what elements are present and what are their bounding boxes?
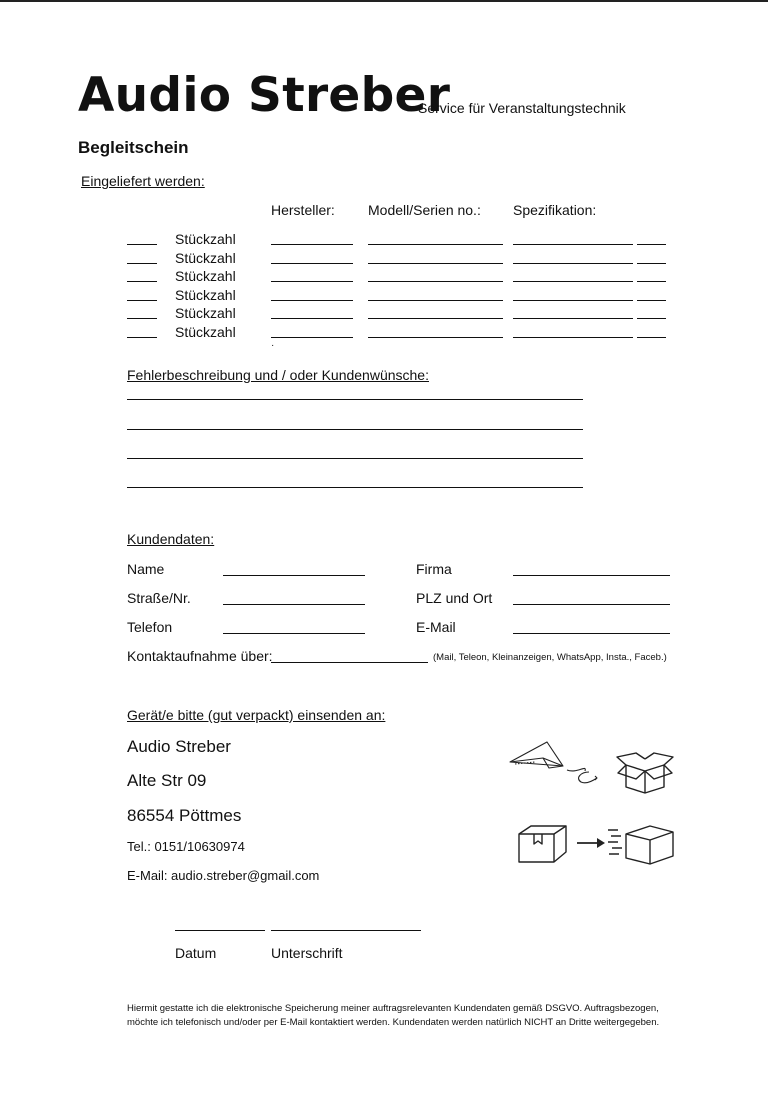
name-field[interactable] xyxy=(223,575,365,576)
open-box-icon xyxy=(614,749,676,795)
model-field[interactable] xyxy=(368,300,503,301)
email-field[interactable] xyxy=(513,633,670,634)
fault-heading: Fehlerbeschreibung und / oder Kundenwünsche: xyxy=(127,367,429,383)
phone-field[interactable] xyxy=(223,633,365,634)
ship-phone: Tel.: 0151/10630974 xyxy=(127,839,245,854)
quantity-label: Stückzahl xyxy=(175,231,236,247)
fault-line[interactable] xyxy=(127,399,583,400)
quantity-field[interactable] xyxy=(127,244,157,245)
quantity-field[interactable] xyxy=(127,281,157,282)
quantity-field[interactable] xyxy=(127,318,157,319)
fault-line[interactable] xyxy=(127,458,583,459)
ship-street: Alte Str 09 xyxy=(127,771,207,790)
model-field[interactable] xyxy=(368,281,503,282)
spec-field[interactable] xyxy=(513,318,633,319)
model-field[interactable] xyxy=(368,318,503,319)
spec-field[interactable] xyxy=(513,244,633,245)
ship-city: 86554 Pöttmes xyxy=(127,806,242,825)
zip-city-label: PLZ und Ort xyxy=(416,590,493,606)
quantity-field[interactable] xyxy=(127,300,157,301)
date-label: Datum xyxy=(175,945,217,961)
ship-heading: Gerät/e bitte (gut verpackt) einsenden an: xyxy=(127,707,386,723)
quantity-field[interactable] xyxy=(127,337,157,338)
maker-field[interactable] xyxy=(271,281,353,282)
spec-extra-field[interactable] xyxy=(637,263,666,264)
ship-email: E-Mail: audio.streber@gmail.com xyxy=(127,868,320,883)
page-top-border xyxy=(0,0,768,2)
contact-note: (Mail, Teleon, Kleinanzeigen, WhatsApp, Insta., Faceb.) xyxy=(433,652,667,663)
model-field[interactable] xyxy=(368,337,503,338)
spec-extra-field[interactable] xyxy=(637,300,666,301)
signature-label: Unterschrift xyxy=(271,945,343,961)
delivered-heading: Eingeliefert werden: xyxy=(81,173,205,189)
street-field[interactable] xyxy=(223,604,365,605)
maker-field[interactable] xyxy=(271,337,353,338)
name-label: Name xyxy=(127,561,165,577)
column-model: Modell/Serien no.: xyxy=(368,202,481,218)
quantity-label: Stückzahl xyxy=(175,268,236,284)
fault-line[interactable] xyxy=(127,487,583,488)
quantity-label: Stückzahl xyxy=(175,305,236,321)
quantity-label: Stückzahl xyxy=(175,286,236,303)
maker-field[interactable] xyxy=(271,263,353,264)
phone-label: Telefon xyxy=(127,619,173,635)
ship-company: Audio Streber xyxy=(127,737,231,756)
spec-extra-field[interactable] xyxy=(637,337,666,338)
quantity-field[interactable] xyxy=(127,263,157,264)
legal-line-2: möchte ich telefonisch und/oder per E-Mail kontaktiert werden. Kundendaten werden natürlich NICHT an Dritte weitergegeben. xyxy=(127,1017,660,1028)
moving-box-icon xyxy=(606,822,678,868)
date-field[interactable] xyxy=(175,930,265,931)
brand-name: Audio Streber xyxy=(78,68,451,123)
spec-field[interactable] xyxy=(513,281,633,282)
zip-city-field[interactable] xyxy=(513,604,670,605)
spec-field[interactable] xyxy=(513,337,633,338)
quantity-label: Stückzahl xyxy=(175,249,236,266)
model-field[interactable] xyxy=(368,244,503,245)
quantity-label: Stückzahl xyxy=(175,323,236,340)
email-label: E-Mail xyxy=(416,619,456,635)
maker-field[interactable] xyxy=(271,318,353,319)
customer-heading: Kundendaten: xyxy=(127,531,215,547)
document-title: Begleitschein xyxy=(78,138,189,157)
fault-line[interactable] xyxy=(127,429,583,430)
model-field[interactable] xyxy=(368,263,503,264)
spec-field[interactable] xyxy=(513,263,633,264)
spec-field[interactable] xyxy=(513,300,633,301)
legal-line-1: Hiermit gestatte ich die elektronische Speicherung meiner auftragsrelevanten Kundendaten gemäß DSGVO. Auftragsbezogen, xyxy=(127,1003,659,1014)
company-field[interactable] xyxy=(513,575,670,576)
column-maker: Hersteller: xyxy=(271,202,335,218)
contact-label: Kontaktaufnahme über: xyxy=(127,648,273,664)
stray-dot: · xyxy=(271,340,275,351)
company-label: Firma xyxy=(416,561,452,577)
maker-field[interactable] xyxy=(271,300,353,301)
arrow-right-icon xyxy=(575,836,607,850)
brand-subtitle: Service für Veranstaltungstechnik xyxy=(418,100,626,116)
contact-field[interactable] xyxy=(271,662,428,663)
column-spec: Spezifikation: xyxy=(513,202,597,218)
maker-field[interactable] xyxy=(271,244,353,245)
spec-extra-field[interactable] xyxy=(637,318,666,319)
spec-extra-field[interactable] xyxy=(637,244,666,245)
signature-field[interactable] xyxy=(271,930,421,931)
street-label: Straße/Nr. xyxy=(127,590,191,606)
spec-extra-field[interactable] xyxy=(637,281,666,282)
